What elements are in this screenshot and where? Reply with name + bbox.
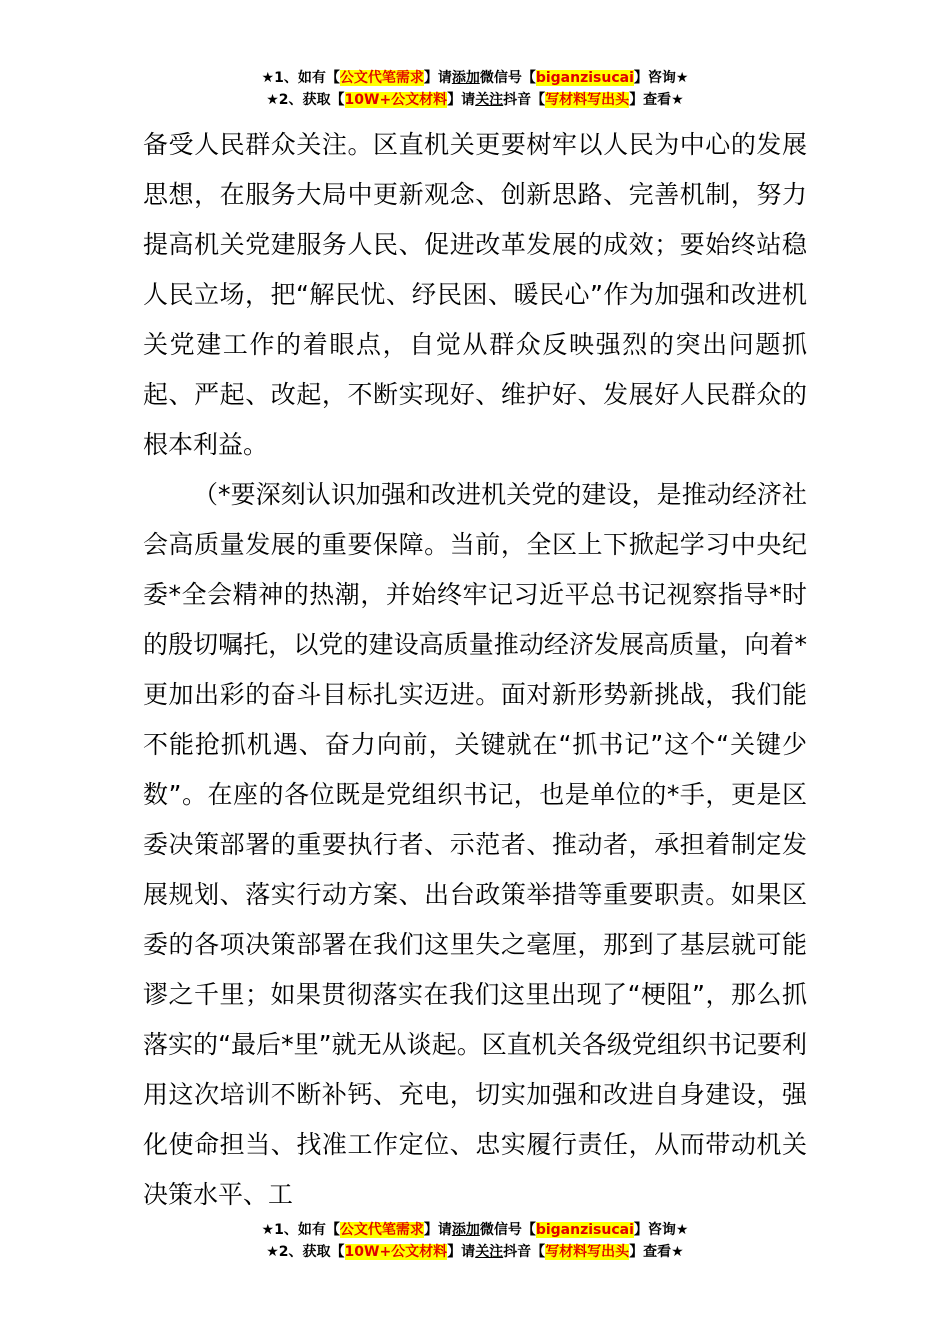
paragraph-continued: 备受人民群众关注。区直机关更要树牢以人民为中心的发展思想，在服务大局中更新观念、创新思路、完善机制，努力提高机关党建服务人民、促进改革发展的成效；要始终站稳人民立场，把“解民忧、纾民困、暖民心”作为加强和改进机关党建工作的着眼点，自觉从群众反映强烈的突出问题抓起、严起、改起，不断实现好、维护好、发展好人民群众的根本利益。 xyxy=(143,130,807,459)
banner-highlight: 写材料写出头 xyxy=(545,1244,630,1260)
banner-highlight: 10W+公文材料 xyxy=(344,92,448,108)
banner-highlight: 公文代笔需求 xyxy=(339,1222,424,1238)
paragraph: （*要深刻认识加强和改进机关党的建设，是推动经济社会高质量发展的重要保障。当前，全区上下掀起学习中央纪委*全会精神的热潮，并始终牢记习近平总书记视察指导*时的殷切嘱托，以党的建设高质量推动经济发展高质量，向着*更加出彩的奋斗目标扎实迈进。面对新形势新挑战，我们能不能抢抓机遇、奋力向前，关键就在“抓书记”这个“关键少数”。在座的各位既是党组织书记，也是单位的*手，更是区委决策部署的重要执行者、示范者、推动者，承担着制定发展规划、落实行动方案、出台政策举措等重要职责。如果区委的各项决策部署在我们这里失之毫厘，那到了基层就可能谬之千里；如果贯彻落实在我们这里出现了“梗阻”，那么抓落实的“最后*里”就无从谈起。区直机关各级党组织书记要利用这次培训不断补钙、充电，切实加强和改进自身建设，强化使命担当、找准工作定位、忠实履行责任，从而带动机关决策水平、工 xyxy=(143,480,807,1209)
banner-line-2 xyxy=(0,89,950,111)
header-banner xyxy=(0,67,950,111)
banner-highlight: biganzisucai xyxy=(535,1222,634,1238)
banner-text: ★2、获取【 xyxy=(266,1244,345,1260)
banner-highlight: biganzisucai xyxy=(535,70,634,86)
banner-text: 】请 xyxy=(423,70,452,86)
banner-text: ★1、如有【 xyxy=(261,1222,340,1238)
banner-text: 】请 xyxy=(447,92,476,108)
banner-underlined-text: 添加 xyxy=(451,70,480,86)
banner-underlined-text: 关注 xyxy=(475,92,504,108)
banner-text: ★1、如有【 xyxy=(261,70,340,86)
banner-line-2 xyxy=(0,1241,950,1263)
banner-text: 】请 xyxy=(423,1222,452,1238)
banner-highlight: 写材料写出头 xyxy=(545,92,630,108)
banner-highlight: 10W+公文材料 xyxy=(344,1244,448,1260)
banner-underlined-text: 关注 xyxy=(475,1244,504,1260)
banner-text: 】咨询★ xyxy=(633,1222,689,1238)
banner-underlined-text: 添加 xyxy=(451,1222,480,1238)
banner-text: 抖音【 xyxy=(503,92,546,108)
banner-text: 】咨询★ xyxy=(633,70,689,86)
banner-line-1 xyxy=(0,1219,950,1241)
banner-text: 】请 xyxy=(447,1244,476,1260)
document-body xyxy=(143,120,807,1220)
banner-text: 】查看★ xyxy=(629,1244,684,1260)
banner-text: 微信号【 xyxy=(479,70,536,86)
banner-line-1 xyxy=(0,67,950,89)
footer-banner xyxy=(0,1219,950,1263)
banner-text: 】查看★ xyxy=(629,92,684,108)
banner-text: 抖音【 xyxy=(503,1244,546,1260)
banner-text: ★2、获取【 xyxy=(266,92,345,108)
banner-text: 微信号【 xyxy=(479,1222,536,1238)
banner-highlight: 公文代笔需求 xyxy=(339,70,424,86)
